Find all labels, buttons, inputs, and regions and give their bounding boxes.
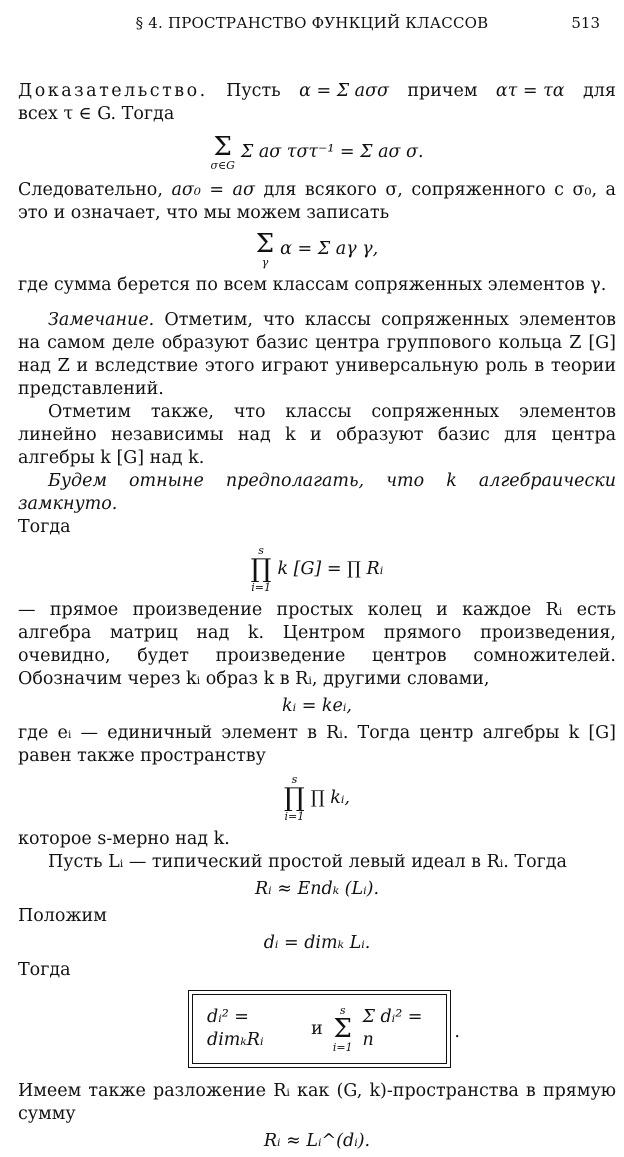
box-formula-2: Σ dᵢ² = n bbox=[362, 1007, 423, 1050]
section-title: § 4. ПРОСТРАНСТВО ФУНКЦИЙ КЛАССОВ bbox=[135, 14, 489, 32]
equation-conjugation bbox=[18, 134, 616, 171]
equation-kG bbox=[18, 545, 616, 593]
formula-commute: ατ = τα bbox=[495, 81, 565, 101]
product-sign-k: s ∏ i=1 bbox=[284, 773, 305, 823]
boxed-formula bbox=[188, 990, 460, 1068]
page-number: 513 bbox=[571, 14, 600, 32]
page-body bbox=[18, 80, 616, 1157]
remark-label: Замечание. bbox=[48, 310, 155, 330]
sum-sign-gamma: Σ γ bbox=[255, 229, 275, 269]
line-all-tau: всех τ ∈ G. Тогда bbox=[18, 104, 175, 124]
product-sign: s ∏ i=1 bbox=[250, 544, 272, 594]
then-2: Тогда bbox=[18, 960, 71, 980]
proof-for: для bbox=[583, 81, 616, 101]
proof-let: Пусть bbox=[226, 81, 281, 101]
then-1: Тогда bbox=[18, 517, 71, 537]
formula-R-decomp: Rᵢ ≈ Lᵢ^(dᵢ). bbox=[263, 1131, 371, 1151]
formula-alpha-def: α = Σ aσσ bbox=[299, 81, 389, 101]
formula-ki: kᵢ = keᵢ, bbox=[282, 696, 352, 716]
direct-product-para: — прямое произведение простых колец и каждое Rᵢ есть алгебра матриц над k. Центром прямого произведения, очевидно, будет произведение центров сомножителей. Обозначим через kᵢ образ k в Rᵢ, другими словами, bbox=[18, 600, 616, 689]
decomposition-para: Имеем также разложение Rᵢ как (G, k)-пространства в прямую сумму bbox=[18, 1081, 616, 1124]
formula-R-end: Rᵢ ≈ Endₖ (Lᵢ). bbox=[254, 879, 380, 899]
let-L-para: Пусть Lᵢ — типический простой левый идеал в Rᵢ. Тогда bbox=[48, 852, 567, 872]
proof-where: причем bbox=[407, 81, 478, 101]
consequently-para: Следовательно, aσ₀ = aσ для всякого σ, сопряженного с σ₀, а это и означает, что мы можем записать bbox=[18, 180, 616, 223]
formula-d-def: dᵢ = dimₖ Lᵢ. bbox=[263, 933, 371, 953]
assumption-para: Будем отныне предполагать, что k алгебраически замкнуто. bbox=[18, 471, 616, 514]
box-formula-1: dᵢ² = dimₖRᵢ bbox=[207, 1007, 264, 1050]
proof-label: Доказательство. bbox=[18, 81, 208, 101]
equation-prod-k bbox=[18, 774, 616, 822]
box-sum-sign: s Σ i=1 bbox=[332, 1004, 353, 1054]
formula-coef: aσ₀ = aσ bbox=[171, 180, 255, 200]
formula-kG: k [G] = ∏ Rᵢ bbox=[277, 558, 384, 579]
s-dim-para: которое s-мерно над k. bbox=[18, 829, 230, 849]
equation-alpha-gamma bbox=[18, 231, 616, 268]
proof-line bbox=[18, 80, 616, 103]
formula-prod-k: ∏ kᵢ, bbox=[310, 787, 350, 808]
remark-para: Замечание. Отметим, что классы сопряженных элементов на самом деле образуют базис центра группового кольца Z [G] над Z и вследствие этого играют универсальную роль в теории представлений. bbox=[18, 310, 616, 399]
formula-conj: Σ aσ τστ⁻¹ = Σ aσ σ. bbox=[240, 142, 424, 162]
note-para: Отметим также, что классы сопряженных элементов линейно независимы над k и образуют базис для центра алгебры k [G] над k. bbox=[18, 402, 616, 468]
sum-over-classes: где сумма берется по всем классам сопряженных элементов γ. bbox=[18, 275, 607, 295]
period: . bbox=[454, 1022, 460, 1042]
formula-alpha-gamma: α = Σ aγ γ, bbox=[280, 239, 379, 259]
put-line: Положим bbox=[18, 906, 107, 926]
unit-element-para: где eᵢ — единичный элемент в Rᵢ. Тогда центр алгебры k [G] равен также пространству bbox=[18, 723, 616, 766]
sum-sign: Σ σ∈G bbox=[210, 132, 235, 172]
running-header bbox=[0, 14, 624, 38]
box-and: и bbox=[311, 1018, 323, 1039]
